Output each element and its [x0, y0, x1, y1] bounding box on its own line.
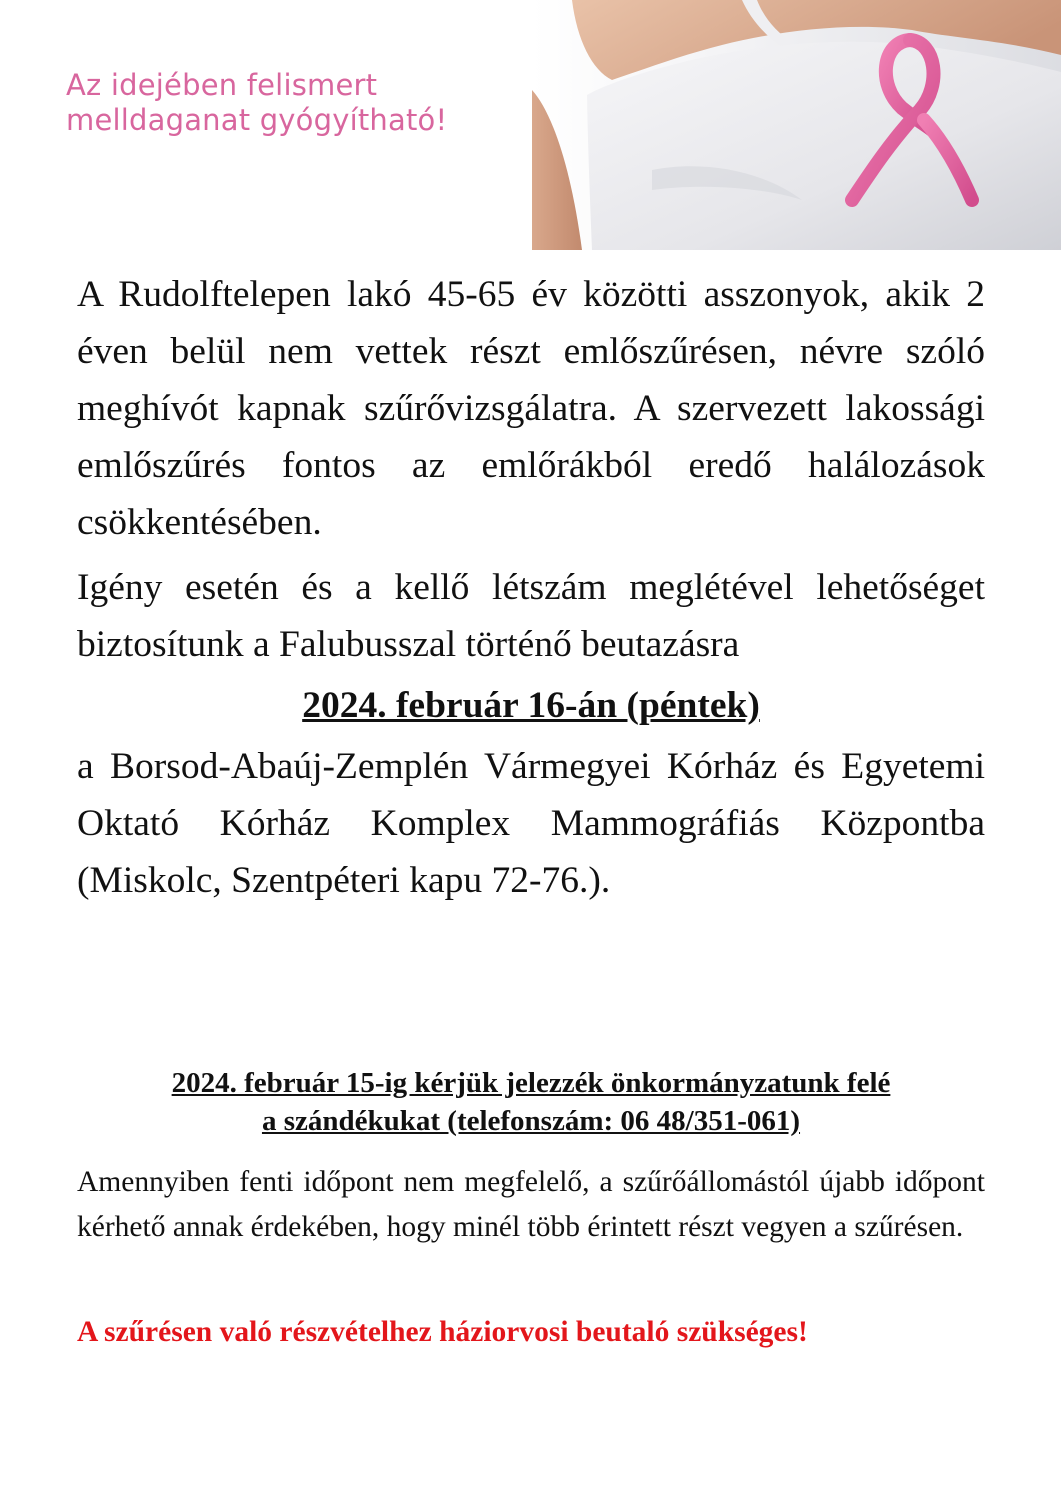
paragraph-location: a Borsod-Abaúj-Zemplén Vármegyei Kórház és Egyetemi Oktató Kórház Komplex Mammográfiás Központba (Miskolc, Szentpéteri kapu 72-76.).	[77, 746, 985, 901]
banner-slogan	[66, 68, 447, 139]
paragraph-invitation: A Rudolftelepen lakó 45-65 év közötti asszonyok, akik 2 éven belül nem vettek részt emlőszűrésen, névre szóló meghívót kapnak szűrővizsgálatra. A szervezett lakossági emlőszűrés fontos az emlőrákból eredő halálozások csökkentésében.	[77, 274, 985, 543]
paragraph-alternative-date: Amennyiben fenti időpont nem megfelelő, a szűrőállomástól újabb időpont kérhető annak érdekében, hogy minél több érintett részt vegyen a szűrésen.	[77, 1166, 985, 1243]
banner	[0, 0, 1061, 252]
screening-date-heading: 2024. február 16-án (péntek)	[302, 685, 760, 726]
paragraph-transport: Igény esetén és a kellő létszám meglétével lehetőséget biztosítunk a Falubusszal történő beutazásra	[77, 567, 985, 665]
slogan-line-1: Az idejében felismert	[66, 68, 378, 102]
deadline-notice	[77, 1064, 985, 1140]
banner-photo	[532, 0, 1061, 250]
deadline-line-2: a szándékukat (telefonszám: 06 48/351-061)	[261, 1105, 801, 1137]
referral-warning: A szűrésen való részvételhez háziorvosi beutaló szükséges!	[77, 1316, 808, 1348]
slogan-line-2: melldaganat gyógyítható!	[66, 103, 448, 138]
deadline-line-1: 2024. február 15-ig kérjük jelezzék önkormányzatunk felé	[171, 1067, 891, 1099]
main-content	[77, 266, 985, 909]
